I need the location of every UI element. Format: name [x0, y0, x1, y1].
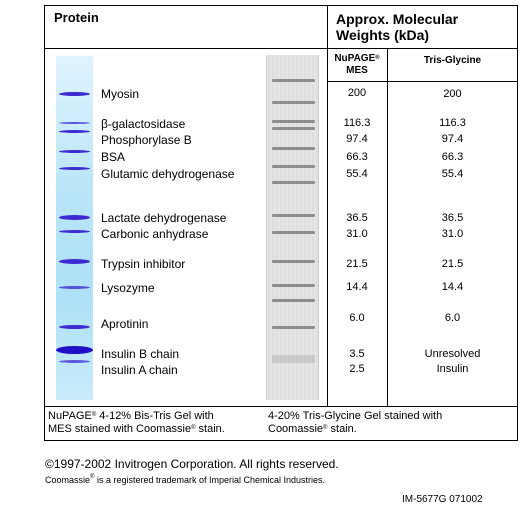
protein-label: Glutamic dehydrogenase — [101, 167, 235, 181]
protein-label: Trypsin inhibitor — [101, 257, 186, 271]
mes-weight: 55.4 — [346, 168, 368, 180]
gel-band — [272, 355, 315, 363]
gel-band — [272, 120, 315, 123]
nupage-gel-caption: NuPAGE® 4-12% Bis-Tris Gel with MES stained with Coomassie® stain. — [48, 410, 225, 435]
gel-band — [272, 299, 315, 302]
tris-weight: Unresolved — [424, 348, 481, 360]
nupage-mes-header: NuPAGE® MES — [334, 53, 380, 76]
gel-band — [59, 122, 90, 124]
column-divider — [327, 5, 328, 406]
tris-weight: 36.5 — [441, 212, 464, 224]
mes-weight: 200 — [347, 87, 367, 99]
gel-band — [272, 260, 315, 263]
gel-band — [272, 165, 315, 168]
gel-band — [272, 214, 315, 217]
tris-weight: 97.4 — [441, 133, 464, 145]
gel-band — [59, 259, 90, 264]
gel-band — [59, 325, 90, 329]
copyright-notice: ©1997-2002 Invitrogen Corporation. All rights reserved. — [45, 457, 339, 471]
protein-label: Phosphorylase B — [101, 133, 192, 147]
gel-band — [59, 92, 90, 96]
protein-label: β-galactosidase — [101, 117, 186, 131]
gel-band — [59, 130, 90, 133]
tris-weight: 6.0 — [444, 312, 461, 324]
gel-band — [59, 360, 90, 363]
tris-weight: 200 — [443, 88, 462, 100]
header-divider — [44, 48, 518, 49]
tris-glycine-header: Tris-Glycine — [423, 55, 482, 66]
tris-glycine-gel-caption: 4-20% Tris-Glycine Gel stained with Coomassie® stain. — [268, 410, 443, 435]
gel-band — [272, 284, 315, 287]
protein-label: Lactate dehydrogenase — [101, 211, 227, 225]
protein-label: Insulin A chain — [101, 363, 178, 377]
tris-weight: 55.4 — [441, 168, 464, 180]
gel-band — [272, 326, 315, 329]
tris-weight: 116.3 — [439, 117, 466, 129]
mes-weight: 2.5 — [349, 363, 365, 375]
tris-weight: 66.3 — [441, 151, 464, 163]
gel-band — [59, 150, 90, 153]
gel-band — [272, 231, 315, 234]
document-code: IM-5677G 071002 — [402, 494, 483, 505]
subheader-divider — [327, 81, 518, 82]
protein-label: Myosin — [101, 87, 140, 101]
protein-label: Lysozyme — [101, 281, 155, 295]
gel-band — [56, 346, 93, 354]
mes-weight: 36.5 — [346, 212, 368, 224]
mw-column-divider — [387, 48, 388, 406]
nupage-gel-image — [56, 56, 93, 400]
protein-label: Aprotinin — [101, 317, 149, 331]
gel-band — [59, 286, 90, 289]
protein-header: Protein — [54, 10, 99, 25]
protein-label: BSA — [101, 150, 126, 164]
tris-weight: 14.4 — [441, 281, 464, 293]
mes-weight: 97.4 — [346, 133, 368, 145]
tris-glycine-gel-image — [266, 55, 319, 400]
gel-band — [59, 215, 90, 220]
gel-band — [272, 181, 315, 184]
tris-weight: 31.0 — [441, 228, 464, 240]
mes-weight: 3.5 — [349, 348, 365, 360]
gel-band — [272, 127, 315, 130]
gel-band — [272, 147, 315, 150]
mes-weight: 116.3 — [343, 117, 371, 129]
gel-band — [59, 230, 90, 233]
trademark-notice: Coomassie® is a registered trademark of Imperial Chemical Industries. — [45, 474, 326, 485]
protein-label: Insulin B chain — [101, 347, 180, 361]
mes-weight: 31.0 — [346, 228, 368, 240]
tris-weight: Insulin — [436, 363, 469, 375]
mes-weight: 66.3 — [346, 151, 368, 163]
gel-band — [272, 101, 315, 104]
protein-label: Carbonic anhydrase — [101, 227, 209, 241]
gel-band — [59, 167, 90, 170]
molecular-weight-header: Approx. Molecular Weights (kDa) — [336, 11, 459, 43]
gel-band — [272, 79, 315, 82]
mes-weight: 14.4 — [346, 281, 368, 293]
caption-divider — [44, 406, 518, 407]
mes-weight: 21.5 — [346, 258, 368, 270]
mes-weight: 6.0 — [349, 312, 365, 324]
tris-weight: 21.5 — [441, 258, 464, 270]
